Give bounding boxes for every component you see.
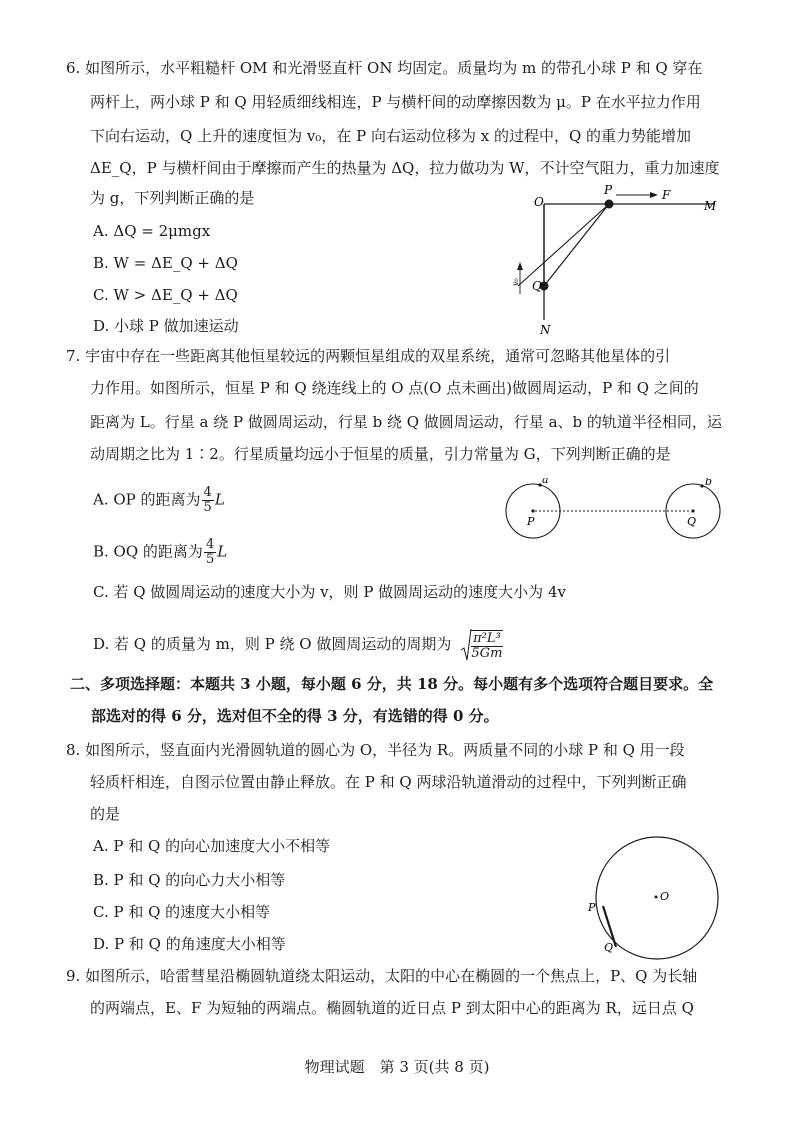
- q9-line-2: 的两端点，E、F 为短轴的两端点。椭圆轨道的近日点 P 到太阳中心的距离为 R，远日点 Q: [90, 999, 694, 1017]
- arrow-f: [650, 192, 658, 198]
- q6-line-2: 两杆上，两小球 P 和 Q 用轻质细线相连，P 与横杆间的动摩擦因数为 μ。P 在水平拉力作用: [90, 93, 701, 111]
- label-p: P: [604, 183, 613, 197]
- q6-line-3: 下向右运动，Q 上升的速度恒为 v₀，在 P 向右运动位移为 x 的过程中，Q 的重力势能增加: [90, 127, 692, 145]
- q7-option-d: D. 若 Q 的质量为 m，则 P 绕 O 做圆周运动的周期为 $\frac{\text{π²L³}}{5Gm}$: [93, 628, 504, 662]
- label-b: b: [705, 478, 713, 488]
- label-p: P: [588, 901, 596, 914]
- q6-option-d: D. 小球 P 做加速运动: [93, 317, 239, 335]
- label-f: F: [662, 188, 671, 202]
- q8-figure: [582, 823, 732, 963]
- q7-line-4: 动周期之比为 1∶2。行星质量均远小于恒星的质量，引力常量为 G，下列判断正确的是: [90, 445, 671, 463]
- q7-option-b: B. OQ 的距离为 $\frac{4}{5}$ L: [93, 537, 228, 567]
- arrow-v0: [517, 262, 523, 270]
- q7-line-2: 力作用。如图所示，恒星 P 和 Q 绕连线上的 O 点(O 点未画出)做圆周运动，P 和 Q 之间的: [90, 379, 699, 397]
- q8-option-b: B. P 和 Q 的向心力大小相等: [93, 871, 286, 889]
- label-a: a: [542, 478, 549, 486]
- label-m: M: [704, 199, 717, 213]
- center-o: [655, 896, 658, 899]
- label-o: O: [660, 890, 670, 903]
- q6-line-5: 为 g，下列判断正确的是: [90, 189, 255, 207]
- q7-line-1: 7. 宇宙中存在一些距离其他恒星较远的两颗恒星组成的双星系统，通常可忽略其他星体的引: [66, 347, 671, 365]
- star-p: [531, 509, 534, 512]
- q6-option-a: A. ΔQ = 2μmgx: [93, 222, 211, 240]
- q6-option-b: B. W = ΔE_Q + ΔQ: [93, 254, 238, 272]
- q6-option-c: C. W > ΔE_Q + ΔQ: [93, 286, 238, 304]
- label-q: Q: [687, 515, 697, 528]
- label-v0: v₀: [511, 278, 520, 286]
- q8-option-d: D. P 和 Q 的角速度大小相等: [93, 935, 286, 953]
- ball-p: [605, 200, 614, 209]
- q6-figure: [500, 182, 730, 342]
- label-p: P: [527, 515, 535, 528]
- q8-option-c: C. P 和 Q 的速度大小相等: [93, 903, 271, 921]
- q9-line-1: 9. 如图所示，哈雷彗星沿椭圆轨道绕太阳运动，太阳的中心在椭圆的一个焦点上，P、Q 为长轴: [66, 967, 698, 985]
- section2-line-2: 部选对的得 6 分，选对但不全的得 3 分，有选错的得 0 分。: [91, 707, 499, 725]
- q8-line-1: 8. 如图所示，竖直面内光滑圆轨道的圆心为 O，半径为 R。两质量不同的小球 P 和 Q 用一段: [66, 741, 685, 759]
- q7-option-c: C. 若 Q 做圆周运动的速度大小为 v，则 P 做圆周运动的速度大小为 4v: [93, 583, 566, 601]
- label-n: N: [540, 323, 551, 337]
- q7-figure: [500, 478, 730, 544]
- planet-b: [700, 484, 703, 487]
- label-q: Q: [604, 941, 614, 954]
- label-o: O: [534, 195, 544, 209]
- star-q: [691, 509, 694, 512]
- q6-line-4: ΔE_Q，P 与横杆间由于摩擦而产生的热量为 ΔQ，拉力做功为 W，不计空气阻力，重力加速度: [90, 159, 720, 177]
- q8-line-2: 轻质杆相连，自图示位置由静止释放。在 P 和 Q 两球沿轨道滑动的过程中，下列判断正确: [90, 773, 687, 791]
- q8-option-a: A. P 和 Q 的向心加速度大小不相等: [93, 837, 331, 855]
- q8-line-3: 的是: [90, 805, 121, 823]
- q7-line-3: 距离为 L。行星 a 绕 P 做圆周运动，行星 b 绕 Q 做圆周运动，行星 a、b 的轨道半径相同，运: [90, 413, 722, 431]
- q7-option-a: A. OP 的距离为 $\frac{4}{5}$ L: [93, 485, 225, 515]
- q6-line-1: 6. 如图所示，水平粗糙杆 OM 和光滑竖直杆 ON 均固定。质量均为 m 的带孔小球 P 和 Q 穿在: [66, 59, 703, 77]
- sqrt-expression: $\frac{\text{π²L³}}{5Gm}$: [460, 628, 504, 662]
- page-footer: 物理试题 第 3 页(共 8 页): [304, 1058, 490, 1076]
- label-q: Q: [532, 279, 542, 293]
- section2-line-1: 二、多项选择题：本题共 3 小题，每小题 6 分，共 18 分。每小题有多个选项符合题目要求。全: [70, 675, 714, 693]
